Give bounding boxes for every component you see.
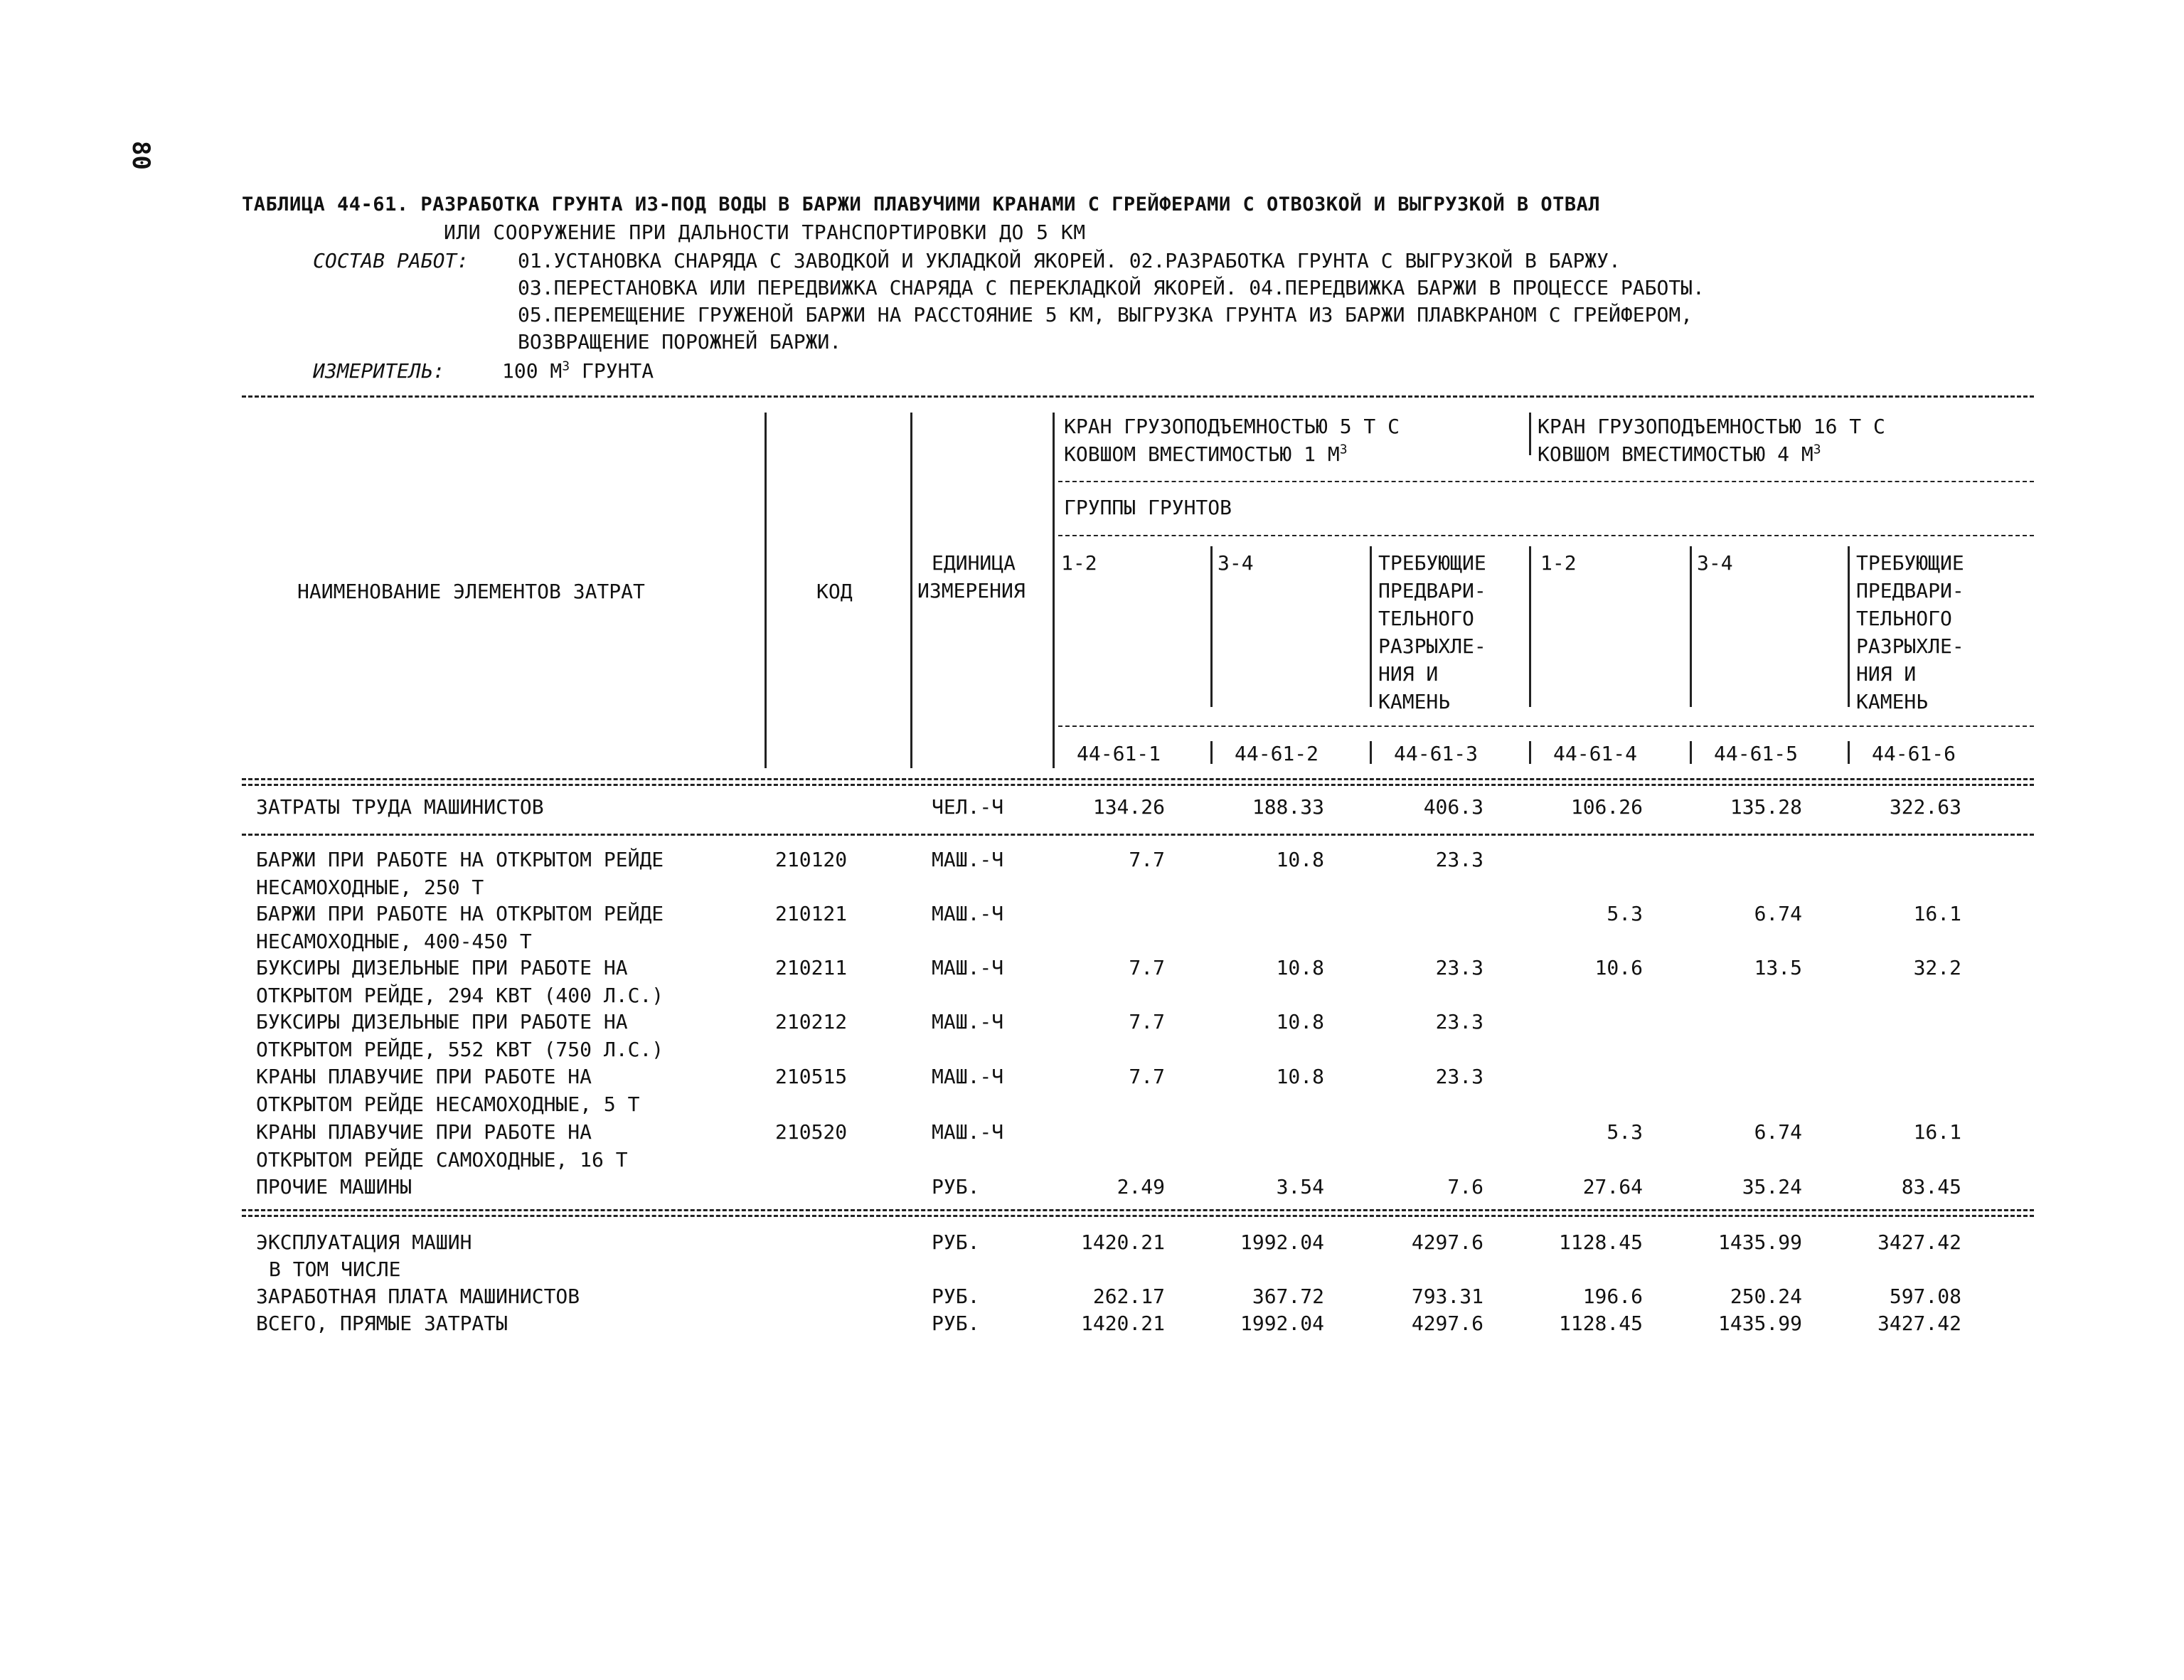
- machine-name-2: НЕСАМОХОДНЫЕ, 400-450 Т: [256, 930, 532, 953]
- vline-c3: [1370, 741, 1372, 764]
- machine-value: 6.74: [1754, 902, 1802, 925]
- header-unit-1: ЕДИНИЦА: [932, 551, 1016, 575]
- work-line-1: 01.УСТАНОВКА СНАРЯДА С ЗАВОДКОЙ И УКЛАДКОЙ ЯКОРЕЙ. 02.РАЗРАБОТКА ГРУНТА С ВЫГРУЗКОЙ В БАРЖУ.: [518, 249, 1621, 272]
- work-line-2: 03.ПЕРЕСТАНОВКА ИЛИ ПЕРЕДВИЖКА СНАРЯДА С ПЕРЕКЛАДКОЙ ЯКОРЕЙ. 04.ПЕРЕДВИЖКА БАРЖИ В ПРОЦЕССЕ РАБОТЫ.: [518, 276, 1705, 299]
- total-value: 4297.6: [1411, 1312, 1483, 1335]
- header-crane1-l1: КРАН ГРУЗОПОДЪЕМНОСТЬЮ 5 Т С: [1064, 415, 1400, 438]
- header-code: КОД: [816, 580, 853, 603]
- machine-value: 10.8: [1276, 956, 1324, 979]
- table-title-line2: ИЛИ СООРУЖЕНИЕ ПРИ ДАЛЬНОСТИ ТРАНСПОРТИРОВКИ ДО 5 КМ: [444, 220, 1086, 244]
- machine-name: БАРЖИ ПРИ РАБОТЕ НА ОТКРЫТОМ РЕЙДЕ: [256, 902, 664, 925]
- other-value: 7.6: [1447, 1175, 1483, 1198]
- exploitation-value: 1435.99: [1717, 1230, 1802, 1254]
- header-group-3-4-a: 3-4: [1218, 551, 1254, 575]
- wages-name: ЗАРАБОТНАЯ ПЛАТА МАШИНИСТОВ: [256, 1285, 580, 1308]
- other-value: 83.45: [1901, 1175, 1961, 1198]
- rule-after-machines: [242, 1209, 2034, 1211]
- labor-value-3: 406.3: [1423, 795, 1483, 819]
- table-title: ТАБЛИЦА 44-61. РАЗРАБОТКА ГРУНТА ИЗ-ПОД ВОДЫ В БАРЖИ ПЛАВУЧИМИ КРАНАМИ С ГРЕЙФЕРАМИ С ОТВОЗКОЙ И ВЫГРУЗКОЙ В ОТВАЛ: [242, 193, 1601, 216]
- machine-value: 10.8: [1276, 1065, 1324, 1088]
- machine-unit: МАШ.-Ч: [932, 848, 1004, 871]
- machine-unit: МАШ.-Ч: [932, 956, 1004, 979]
- header-code-1: 44-61-1: [1077, 742, 1161, 765]
- other-name: ПРОЧИЕ МАШИНЫ: [256, 1175, 412, 1198]
- other-value: 27.64: [1582, 1175, 1643, 1198]
- machine-unit: МАШ.-Ч: [932, 902, 1004, 925]
- vline-g4: [1529, 546, 1531, 707]
- vline-values: [1053, 413, 1055, 768]
- machine-value: 7.7: [1129, 1065, 1165, 1088]
- work-label: СОСТАВ РАБОТ:: [313, 249, 469, 272]
- work-line-3: 05.ПЕРЕМЕЩЕНИЕ ГРУЖЕНОЙ БАРЖИ НА РАССТОЯНИЕ 5 КМ, ВЫГРУЗКА ГРУНТА ИЗ БАРЖИ ПЛАВКРАНОМ С ГРЕЙФЕРОМ,: [518, 303, 1693, 326]
- vline-g3: [1370, 546, 1372, 707]
- exploitation-value: 3427.42: [1877, 1230, 1961, 1254]
- machine-unit: МАШ.-Ч: [932, 1120, 1004, 1144]
- other-unit: РУБ.: [932, 1175, 980, 1198]
- exploitation-value: 4297.6: [1411, 1230, 1483, 1254]
- meter-value: 100 $М^3$ ГРУНТА: [502, 358, 654, 383]
- exploitation-value: 1420.21: [1080, 1230, 1165, 1254]
- machine-name: БУКСИРЫ ДИЗЕЛЬНЫЕ ПРИ РАБОТЕ НА: [256, 956, 628, 979]
- header-code-6: 44-61-6: [1872, 742, 1956, 765]
- machine-code: 210520: [775, 1120, 848, 1144]
- machine-value: 10.8: [1276, 848, 1324, 871]
- machine-value: 7.7: [1129, 956, 1165, 979]
- machine-name-2: ОТКРЫТОМ РЕЙДЕ, 294 КВТ (400 Л.С.): [256, 984, 664, 1007]
- machine-unit: МАШ.-Ч: [932, 1065, 1004, 1088]
- machine-value: 5.3: [1607, 1120, 1643, 1144]
- machine-value: 7.7: [1129, 848, 1165, 871]
- header-group-req-b: ТРЕБУЮЩИЕ ПРЕДВАРИ- ТЕЛЬНОГО РАЗРЫХЛЕ- НИЯ И КАМЕНЬ: [1856, 551, 1964, 713]
- vline-c6: [1848, 741, 1850, 764]
- machine-name: БАРЖИ ПРИ РАБОТЕ НА ОТКРЫТОМ РЕЙДЕ: [256, 848, 664, 871]
- header-group-req-a: ТРЕБУЮЩИЕ ПРЕДВАРИ- ТЕЛЬНОГО РАЗРЫХЛЕ- НИЯ И КАМЕНЬ: [1378, 551, 1486, 713]
- other-value: 3.54: [1276, 1175, 1324, 1198]
- labor-value-4: 106.26: [1570, 795, 1643, 819]
- rule-above-codes: [1058, 725, 2034, 727]
- machine-name-2: ОТКРЫТОМ РЕЙДЕ САМОХОДНЫЕ, 16 Т: [256, 1148, 628, 1171]
- machine-value: 23.3: [1435, 956, 1483, 979]
- machine-value: 23.3: [1435, 1010, 1483, 1033]
- machine-name: КРАНЫ ПЛАВУЧИЕ ПРИ РАБОТЕ НА: [256, 1120, 592, 1144]
- exploitation-unit: РУБ.: [932, 1230, 980, 1254]
- machine-value: 5.3: [1607, 902, 1643, 925]
- wages-unit: РУБ.: [932, 1285, 980, 1308]
- vline-crane2: [1529, 413, 1531, 455]
- wages-value: 367.72: [1252, 1285, 1324, 1308]
- rule-after-machines-2: [242, 1215, 2034, 1217]
- header-code-5: 44-61-5: [1714, 742, 1799, 765]
- vline-g2: [1210, 546, 1213, 707]
- other-value: 2.49: [1117, 1175, 1165, 1198]
- machine-value: 16.1: [1913, 902, 1961, 925]
- wages-value: 250.24: [1730, 1285, 1802, 1308]
- header-name: НАИМЕНОВАНИЕ ЭЛЕМЕНТОВ ЗАТРАТ: [297, 580, 645, 603]
- total-name: ВСЕГО, ПРЯМЫЕ ЗАТРАТЫ: [256, 1312, 508, 1335]
- header-crane1-l2: КОВШОМ ВМЕСТИМОСТЬЮ 1 $М^3$: [1064, 442, 1348, 466]
- machine-value: 23.3: [1435, 848, 1483, 871]
- labor-value-2: 188.33: [1252, 795, 1324, 819]
- labor-value-6: 322.63: [1889, 795, 1961, 819]
- total-value: 3427.42: [1877, 1312, 1961, 1335]
- machine-name-2: НЕСАМОХОДНЫЕ, 250 Т: [256, 876, 484, 899]
- vline-g6: [1848, 546, 1850, 707]
- machine-value: 16.1: [1913, 1120, 1961, 1144]
- total-value: 1128.45: [1558, 1312, 1643, 1335]
- header-crane2-l1: КРАН ГРУЗОПОДЪЕМНОСТЬЮ 16 Т С: [1538, 415, 1885, 438]
- exploitation-value: 1128.45: [1558, 1230, 1643, 1254]
- header-code-4: 44-61-4: [1553, 742, 1638, 765]
- total-value: 1435.99: [1717, 1312, 1802, 1335]
- wages-value: 262.17: [1092, 1285, 1165, 1308]
- machine-code: 210120: [775, 848, 848, 871]
- total-value: 1420.21: [1080, 1312, 1165, 1335]
- machine-value: 23.3: [1435, 1065, 1483, 1088]
- header-unit-2: ИЗМЕРЕНИЯ: [917, 579, 1026, 602]
- machine-value: 13.5: [1754, 956, 1802, 979]
- machine-unit: МАШ.-Ч: [932, 1010, 1004, 1033]
- vline-c4: [1529, 741, 1531, 764]
- vline-c5: [1690, 741, 1692, 764]
- header-groups: ГРУППЫ ГРУНТОВ: [1064, 496, 1232, 519]
- other-value: 35.24: [1742, 1175, 1802, 1198]
- labor-value-5: 135.28: [1730, 795, 1802, 819]
- meter-label: ИЗМЕРИТЕЛЬ:: [313, 359, 445, 383]
- page-number: 80: [127, 141, 155, 170]
- labor-value-1: 134.26: [1092, 795, 1165, 819]
- including-label: В ТОМ ЧИСЛЕ: [269, 1258, 401, 1281]
- labor-unit: ЧЕЛ.-Ч: [932, 795, 1004, 819]
- exploitation-name: ЭКСПЛУАТАЦИЯ МАШИН: [256, 1230, 472, 1254]
- machine-value: 10.6: [1594, 956, 1643, 979]
- header-code-3: 44-61-3: [1394, 742, 1479, 765]
- machine-value: 32.2: [1913, 956, 1961, 979]
- vline-code: [765, 413, 767, 768]
- labor-name: ЗАТРАТЫ ТРУДА МАШИНИСТОВ: [256, 795, 544, 819]
- total-value: 1992.04: [1240, 1312, 1324, 1335]
- machine-name-2: ОТКРЫТОМ РЕЙДЕ, 552 КВТ (750 Л.С.): [256, 1038, 664, 1061]
- wages-value: 196.6: [1582, 1285, 1643, 1308]
- wages-value: 793.31: [1411, 1285, 1483, 1308]
- machine-value: 7.7: [1129, 1010, 1165, 1033]
- machine-value: 10.8: [1276, 1010, 1324, 1033]
- wages-value: 597.08: [1889, 1285, 1961, 1308]
- total-unit: РУБ.: [932, 1312, 980, 1335]
- machine-code: 210515: [775, 1065, 848, 1088]
- vline-unit: [910, 413, 912, 768]
- machine-code: 210121: [775, 902, 848, 925]
- exploitation-value: 1992.04: [1240, 1230, 1324, 1254]
- machine-name: БУКСИРЫ ДИЗЕЛЬНЫЕ ПРИ РАБОТЕ НА: [256, 1010, 628, 1033]
- machine-name: КРАНЫ ПЛАВУЧИЕ ПРИ РАБОТЕ НА: [256, 1065, 592, 1088]
- work-line-4: ВОЗВРАЩЕНИЕ ПОРОЖНЕЙ БАРЖИ.: [518, 330, 842, 353]
- rule-after-labor: [242, 834, 2034, 836]
- rule-header-bottom: [242, 778, 2034, 780]
- vline-g5: [1690, 546, 1692, 707]
- vline-c2: [1210, 741, 1213, 764]
- machine-code: 210211: [775, 956, 848, 979]
- machine-value: 6.74: [1754, 1120, 1802, 1144]
- rule-under-cranes: [1058, 481, 2034, 482]
- header-group-1-2-a: 1-2: [1061, 551, 1097, 575]
- rule-header-bottom-2: [242, 784, 2034, 786]
- header-code-2: 44-61-2: [1235, 742, 1319, 765]
- machine-name-2: ОТКРЫТОМ РЕЙДЕ НЕСАМОХОДНЫЕ, 5 Т: [256, 1092, 640, 1116]
- header-crane2-l2: КОВШОМ ВМЕСТИМОСТЬЮ 4 $М^3$: [1538, 442, 1821, 466]
- header-group-1-2-b: 1-2: [1540, 551, 1577, 575]
- header-group-3-4-b: 3-4: [1697, 551, 1733, 575]
- rule-top: [242, 395, 2034, 398]
- machine-code: 210212: [775, 1010, 848, 1033]
- rule-under-groups: [1058, 535, 2034, 536]
